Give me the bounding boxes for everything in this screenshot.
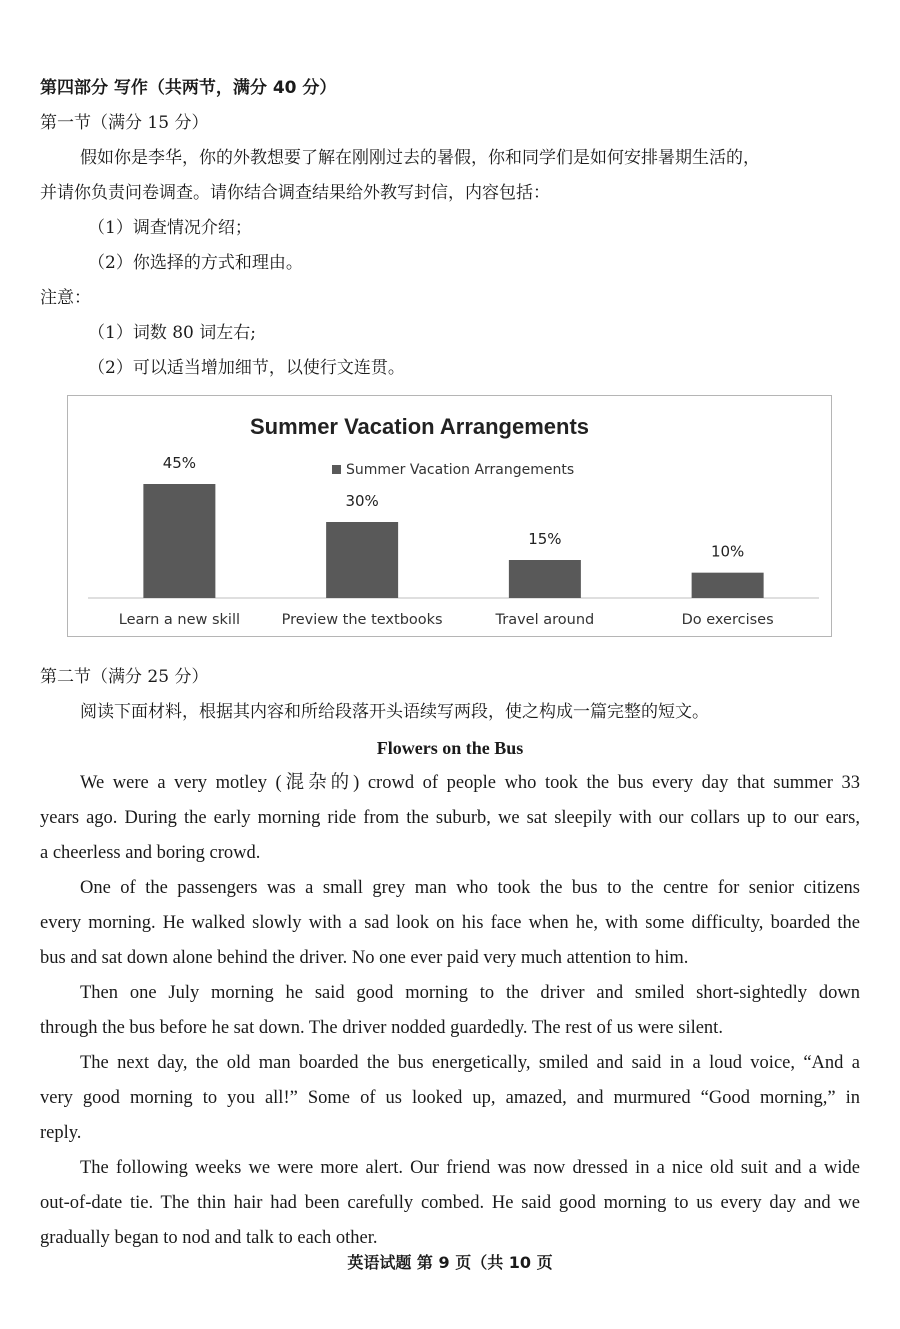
page-footer: 英语试题 第 9 页（共 10 页 bbox=[347, 1253, 553, 1272]
data-label-2: 30% bbox=[345, 492, 379, 510]
section2-title: 第二节（满分 25 分） bbox=[40, 667, 209, 687]
story-line: The following weeks we were more alert. Our friend was now dressed in a nice old suit and a wide bbox=[80, 1158, 860, 1178]
note-item-1: （1）词数 80 词左右; bbox=[88, 323, 256, 343]
story-paragraph bbox=[40, 976, 860, 1046]
notes-title: 注意： bbox=[40, 288, 91, 308]
note-item-2: （2）可以适当增加细节，以使行文连贯。 bbox=[88, 358, 405, 378]
story-paragraph bbox=[40, 1046, 860, 1151]
content-item-2: （2）你选择的方式和理由。 bbox=[88, 253, 303, 273]
story-line: reply. bbox=[40, 1123, 82, 1143]
section1-title: 第一节（满分 15 分） bbox=[40, 113, 209, 133]
story-line: bus and sat down alone behind the driver. No one ever paid very much attention to him. bbox=[40, 948, 689, 968]
data-label-3: 15% bbox=[528, 530, 562, 548]
legend-swatch bbox=[332, 465, 341, 474]
bar-1 bbox=[143, 484, 215, 598]
chart-title: Summer Vacation Arrangements bbox=[249, 414, 590, 439]
story-line: very good morning to you all!” Some of us looked up, amazed, and murmured “Good morning,” in bbox=[40, 1088, 860, 1108]
survey-bar-chart bbox=[67, 395, 832, 637]
story-line: gradually began to nod and talk to each other. bbox=[40, 1228, 378, 1248]
story-line: The next day, the old man boarded the bus energetically, smiled and said in a loud voice, “And a bbox=[80, 1053, 860, 1073]
part4-heading: 第四部分 写作（共两节，满分 40 分） bbox=[40, 78, 337, 98]
story-line: One of the passengers was a small grey man who took the bus to the centre for senior citizens bbox=[80, 878, 860, 898]
part4-section1 bbox=[40, 70, 860, 386]
chart-svg bbox=[68, 396, 831, 636]
data-label-1: 45% bbox=[162, 454, 197, 472]
story-line: Then one July morning he said good morning to the driver and smiled short-sightedly down bbox=[80, 983, 860, 1003]
legend-label: Summer Vacation Arrangements bbox=[346, 462, 575, 478]
story-line: We were a very motley (混杂的) crowd of people who took the bus every day that summer 33 bbox=[80, 773, 860, 793]
bar-3 bbox=[509, 560, 581, 598]
bar-4 bbox=[692, 573, 764, 598]
content-item-1: （1）调查情况介绍； bbox=[88, 218, 252, 238]
story-title: Flowers on the Bus bbox=[376, 738, 524, 758]
story-line: a cheerless and boring crowd. bbox=[40, 843, 261, 863]
story-paragraph bbox=[40, 766, 860, 871]
story-line: through the bus before he sat down. The driver nodded guardedly. The rest of us were silent. bbox=[40, 1018, 723, 1038]
category-label-4: Do exercises bbox=[681, 612, 774, 628]
category-label-1: Learn a new skill bbox=[118, 612, 240, 628]
prompt-line-2: 并请你负责问卷调查。请你结合调查结果给外教写封信，内容包括： bbox=[40, 183, 550, 203]
category-label-3: Travel around bbox=[495, 612, 595, 628]
prompt-line-1: 假如你是李华，你的外教想要了解在刚刚过去的暑假，你和同学们是如何安排暑期生活的， bbox=[80, 148, 760, 168]
data-label-4: 10% bbox=[710, 542, 745, 561]
part4-section2 bbox=[40, 660, 860, 1256]
bar-2 bbox=[326, 522, 398, 598]
section2-instruction: 阅读下面材料，根据其内容和所给段落开头语续写两段，使之构成一篇完整的短文。 bbox=[80, 702, 709, 722]
story-paragraph bbox=[40, 1151, 860, 1256]
story-line: years ago. During the early morning ride from the suburb, we sat sleepily with our collars up to our ears, bbox=[40, 808, 860, 828]
story-paragraph bbox=[40, 871, 860, 976]
story-body bbox=[40, 766, 860, 1256]
story-line: every morning. He walked slowly with a sad look on his face when he, with some difficulty, boarded the bbox=[40, 913, 860, 933]
category-label-2: Preview the textbooks bbox=[281, 612, 443, 628]
story-line: out-of-date tie. The thin hair had been carefully combed. He said good morning to us every day and we bbox=[40, 1193, 860, 1213]
